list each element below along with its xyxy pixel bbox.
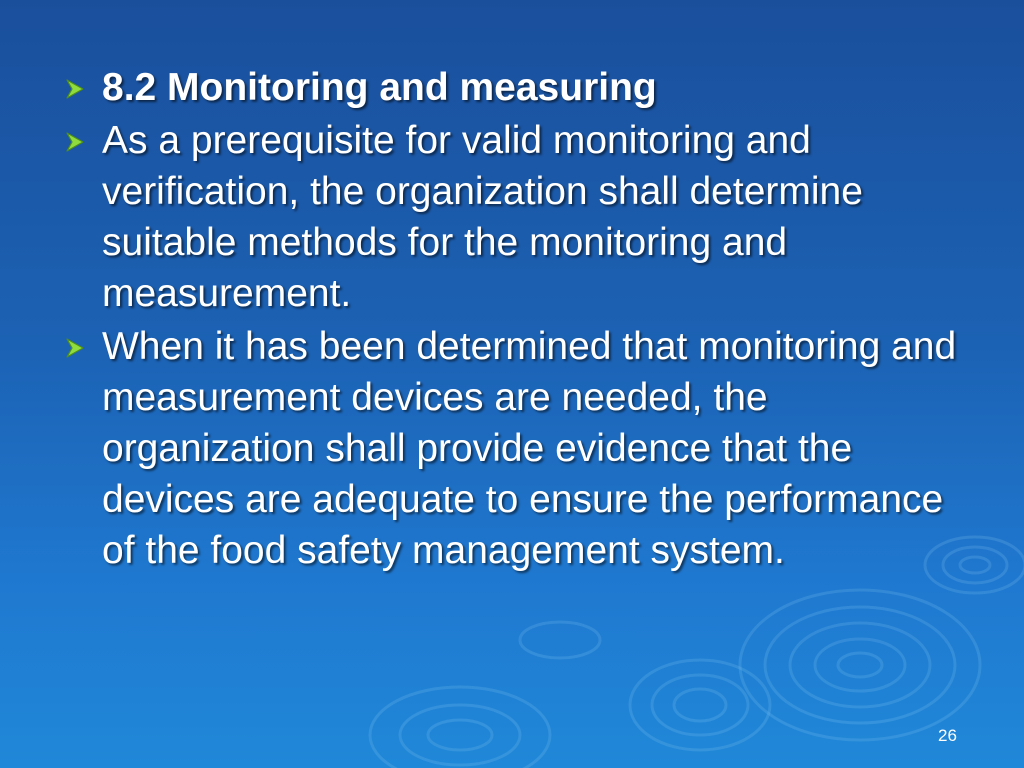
bullet-text: 8.2 Monitoring and measuring <box>102 66 657 109</box>
bullet-text: As a prerequisite for valid monitoring and verification, the organization shall determine suitable methods for the monitoring and measurement. <box>102 119 863 315</box>
page-number: 26 <box>938 726 957 745</box>
bullet-list <box>62 62 962 578</box>
chevron-right-icon <box>64 132 86 152</box>
chevron-right-icon <box>64 79 86 99</box>
bullet-item-heading <box>62 62 962 113</box>
bullet-item <box>62 115 962 319</box>
chevron-right-icon <box>64 338 86 358</box>
bullet-item <box>62 321 962 576</box>
bullet-text: When it has been determined that monitoring and measurement devices are needed, the organization shall provide evidence that the devices are adequate to ensure the performance of the food safety management system. <box>102 325 957 572</box>
